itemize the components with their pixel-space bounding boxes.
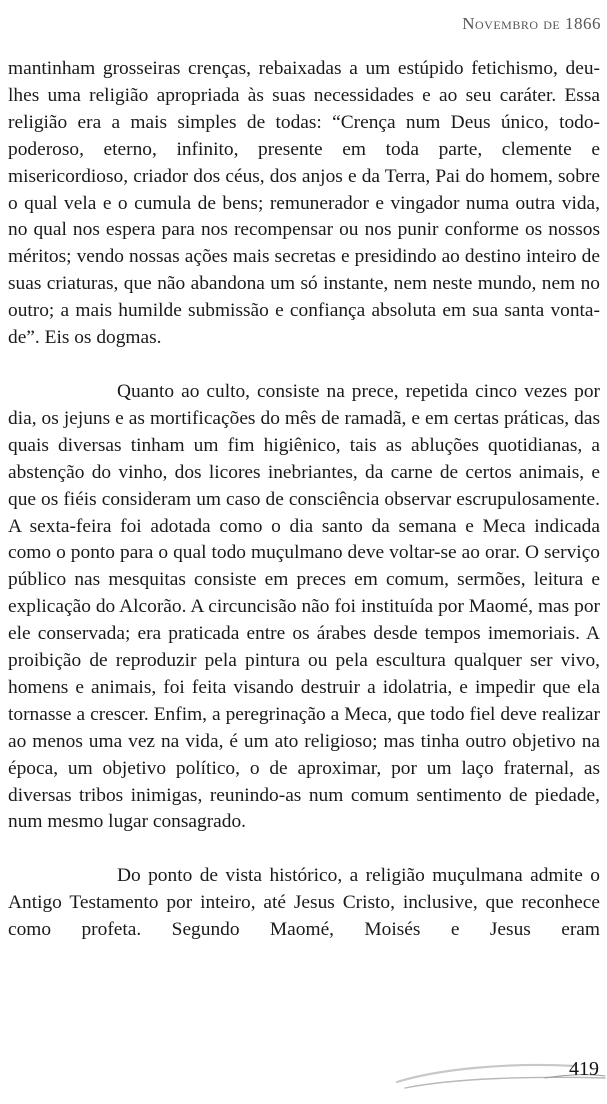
paragraph-1: mantinham grosseiras crenças, rebaixadas a um estúpido fetichismo, deu-lhes uma religião apropriada às suas necessidades e ao seu caráter. Essa religião era a mais simples de todas: “Crença num Deus único, todo-poderoso, eterno, infinito, presente em toda parte, clemente e misericordioso, criador dos céus, dos anjos e da Terra, Pai do homem, sobre o qual vela e o cumula de bens; remunerador e vingador numa outra vida, no qual nos espera para nos recompensar ou nos punir conforme os nossos méritos; vendo nossas ações mais secretas e presidindo ao destino inteiro de suas criaturas, que não abandona um só instante, nem neste mundo, nem no outro; a mais humilde submissão e confiança absoluta em sua santa vontade”. Eis os dogmas. — [8, 58, 600, 349]
paragraph-2: Quanto ao culto, consiste na prece, repetida cinco vezes por dia, os jejuns e as mortificações do mês de ramadã, e em certas práticas, das quais diversas tinham um fim higiênico, tais as abluções quotidianas, a abstenção do vinho, dos licores inebriantes, da carne de certos animais, e que os fiéis consideram um caso de consciência observar escrupulosamente. A sexta-feira foi adotada como o dia santo da semana e Meca indicada como o ponto para o qual todo muçulmano deve voltar-se ao orar. O serviço público nas mesquitas consiste em preces em comum, sermões, leitura e explicação do Alcorão. A circuncisão não foi instituída por Maomé, mas por ele conservada; era praticada entre os árabes desde tempos imemoriais. A proibição de reproduzir pela pintura ou pela escultura qualquer ser vivo, homens e animais, foi feita visando destruir a idolatria, e impedir que ela tornasse a crescer. Enfim, a peregrinação a Meca, que todo fiel deve realizar ao menos uma vez na vida, é um ato religioso; mas tinha outro objetivo na época, um objetivo político, o de aproximar, por um laço fraternal, as diversas tribos inimigas, reunindo-as num comum sentimento de piedade, num mesmo lugar consagrado. — [8, 380, 600, 833]
paragraph-3: Do ponto de vista histórico, a religião muçulmana admite o Antigo Testamento por inteiro, até Jesus Cristo, inclusive, que reconhece como profeta. Segundo Maomé, Moisés e Jesus eram — [8, 865, 600, 941]
page-footer — [0, 1044, 607, 1104]
page-number: 419 — [569, 1058, 599, 1080]
running-header: Novembro de 1866 — [462, 14, 601, 33]
page-body — [8, 56, 600, 944]
